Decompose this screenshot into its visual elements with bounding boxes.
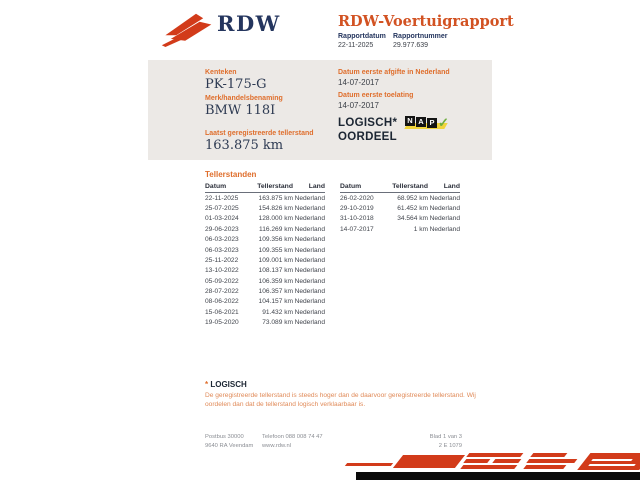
report-number-value: 29.977.639 — [393, 42, 429, 49]
date-cell: 06-03-2023 — [205, 246, 239, 254]
kenteken-label: Kenteken — [205, 69, 237, 76]
country-cell: Nederland — [429, 215, 460, 223]
nap-letter-p: P — [427, 118, 437, 128]
footer-form-code: 2 E 1079 — [438, 443, 462, 449]
table-header-row — [340, 183, 460, 193]
footnote-title-text: LOGISCH — [210, 380, 247, 389]
footer-contact — [262, 433, 323, 451]
country-cell: Nederland — [429, 205, 460, 213]
country-cell: Nederland — [294, 246, 325, 254]
country-cell: Nederland — [294, 277, 325, 285]
table-row — [205, 307, 325, 317]
bottom-black-bar — [356, 472, 640, 480]
country-cell: Nederland — [294, 288, 325, 296]
nap-logo-icon — [405, 114, 455, 134]
eerste-toelating-label: Datum eerste toelating — [338, 92, 414, 99]
footer-website: www.rdw.nl — [262, 443, 291, 449]
country-cell: Nederland — [294, 194, 325, 202]
stripe-gap — [588, 464, 636, 466]
stripe-gap — [591, 459, 633, 461]
date-cell: 25-07-2025 — [205, 205, 239, 213]
nap-check-icon: ✓ — [438, 115, 449, 130]
stripe-bar — [578, 453, 640, 470]
column-header-tellerstand: Tellerstand — [384, 183, 428, 193]
date-cell: 08-06-2022 — [205, 298, 239, 306]
tellerstanden-table-left — [205, 183, 325, 328]
merk-label: Merk/handelsbenaming — [205, 95, 283, 102]
kenteken-value: PK-175-G — [205, 77, 267, 92]
stripe-bar — [461, 465, 518, 469]
footer-phone: Telefoon 088 008 74 47 — [262, 434, 323, 440]
date-cell: 14-07-2017 — [340, 225, 374, 233]
country-cell: Nederland — [294, 319, 325, 327]
speed-stripes-graphic — [340, 452, 640, 472]
eerste-toelating-value: 14-07-2017 — [338, 101, 379, 110]
page-title: RDW-Voertuigrapport — [338, 13, 514, 30]
date-cell: 13-10-2022 — [205, 267, 239, 275]
stripe-bar — [393, 455, 465, 468]
date-cell: 31-10-2018 — [340, 215, 374, 223]
table-row — [205, 193, 325, 204]
table-row — [205, 318, 325, 328]
date-cell: 19-05-2020 — [205, 319, 239, 327]
merk-value: BMW 118I — [205, 103, 276, 118]
nap-letter-n: N — [405, 116, 415, 126]
table-row — [340, 193, 460, 204]
stripe-bar — [464, 459, 491, 463]
date-cell: 28-07-2022 — [205, 288, 239, 296]
odometer-cell: 106.359 km — [258, 277, 293, 285]
country-cell: Nederland — [294, 236, 325, 244]
eerste-afgifte-value: 14-07-2017 — [338, 78, 379, 87]
odometer-cell: 109.001 km — [258, 256, 293, 264]
date-cell: 26-02-2020 — [340, 194, 374, 202]
table-row — [205, 276, 325, 286]
stripe-bar — [345, 463, 393, 466]
table-row — [340, 203, 460, 213]
odometer-cell: 73.089 km — [262, 319, 293, 327]
date-cell: 06-03-2023 — [205, 236, 239, 244]
table-row — [205, 255, 325, 265]
stripe-bar — [635, 466, 640, 469]
country-cell: Nederland — [429, 194, 460, 202]
footnote-text: De geregistreerde tellerstand is steeds hoger dan de daarvoor geregistreerde tellerstand. Wij oordelen dan dat de tellerstand logisch verklaarbaar is. — [205, 392, 476, 408]
country-cell: Nederland — [294, 215, 325, 223]
report-date-value: 22-11-2025 — [338, 42, 374, 49]
footer-address-line1: Postbus 30000 — [205, 434, 244, 440]
date-cell: 25-11-2022 — [205, 256, 239, 264]
date-cell: 15-06-2021 — [205, 308, 239, 316]
odometer-cell: 34.564 km — [397, 215, 428, 223]
country-cell: Nederland — [294, 267, 325, 275]
stripe-bar — [527, 459, 578, 463]
column-header-datum: Datum — [205, 183, 249, 193]
date-cell: 29-06-2023 — [205, 225, 239, 233]
column-header-land: Land — [293, 183, 325, 193]
table-row — [205, 203, 325, 213]
odometer-cell: 109.355 km — [258, 246, 293, 254]
date-cell: 01-03-2024 — [205, 215, 239, 223]
odometer-cell: 109.356 km — [258, 236, 293, 244]
date-cell: 05-09-2022 — [205, 277, 239, 285]
date-cell: 29-10-2019 — [340, 205, 374, 213]
footnote-asterisk: * — [205, 380, 211, 389]
footnote-title — [205, 380, 247, 389]
table-row — [205, 286, 325, 296]
table-row — [340, 214, 460, 224]
odometer-cell: 128.000 km — [258, 215, 293, 223]
stripe-bar — [531, 453, 568, 457]
date-cell: 22-11-2025 — [205, 194, 239, 202]
country-cell: Nederland — [294, 256, 325, 264]
country-cell: Nederland — [294, 205, 325, 213]
table-row — [205, 297, 325, 307]
odometer-cell: 104.157 km — [258, 298, 293, 306]
report-date-label: Rapportdatum — [338, 33, 386, 40]
country-cell: Nederland — [294, 308, 325, 316]
tellerstanden-table-right — [340, 183, 460, 235]
odometer-cell: 154.826 km — [258, 205, 293, 213]
stripe-bar — [493, 459, 522, 463]
report-number-label: Rapportnummer — [393, 33, 448, 40]
oordeel-line2: OORDEEL — [338, 131, 397, 143]
odometer-cell: 91.432 km — [262, 308, 293, 316]
odometer-cell: 108.137 km — [258, 267, 293, 275]
footer-pagination — [402, 433, 462, 451]
stripe-bar — [524, 465, 567, 469]
odometer-cell: 163.875 km — [258, 194, 293, 202]
table-row — [205, 245, 325, 255]
tellerstanden-section-title: Tellerstanden — [205, 170, 257, 179]
laatste-tellerstand-label: Laatst geregistreerde tellerstand — [205, 130, 314, 137]
table-row — [340, 224, 460, 234]
brand-wordmark: RDW — [217, 11, 281, 36]
nap-letter-a: A — [416, 117, 426, 127]
column-header-land: Land — [428, 183, 460, 193]
odometer-cell: 61.452 km — [397, 205, 428, 213]
table-row — [205, 266, 325, 276]
laatste-tellerstand-value: 163.875 km — [205, 138, 284, 153]
stripe-bar — [467, 453, 524, 457]
odometer-cell: 116.269 km — [259, 225, 293, 233]
country-cell: Nederland — [429, 225, 460, 233]
table-header-row — [205, 183, 325, 193]
country-cell: Nederland — [294, 225, 325, 233]
column-header-tellerstand: Tellerstand — [249, 183, 293, 193]
footer-address-line2: 9640 RA Veendam — [205, 443, 254, 449]
eerste-afgifte-label: Datum eerste afgifte in Nederland — [338, 69, 450, 76]
odometer-cell: 106.357 km — [258, 288, 293, 296]
odometer-cell: 68.952 km — [397, 194, 428, 202]
table-row — [205, 235, 325, 245]
oordeel-line1: LOGISCH* — [338, 117, 398, 129]
country-cell: Nederland — [294, 298, 325, 306]
column-header-datum: Datum — [340, 183, 384, 193]
footer-address — [205, 433, 253, 451]
oordeel-text — [338, 116, 397, 144]
table-row — [205, 224, 325, 234]
footer-page-number: Blad 1 van 3 — [429, 434, 462, 440]
table-row — [205, 214, 325, 224]
rdw-logo-icon — [160, 10, 214, 48]
odometer-cell: 1 km — [413, 225, 428, 233]
